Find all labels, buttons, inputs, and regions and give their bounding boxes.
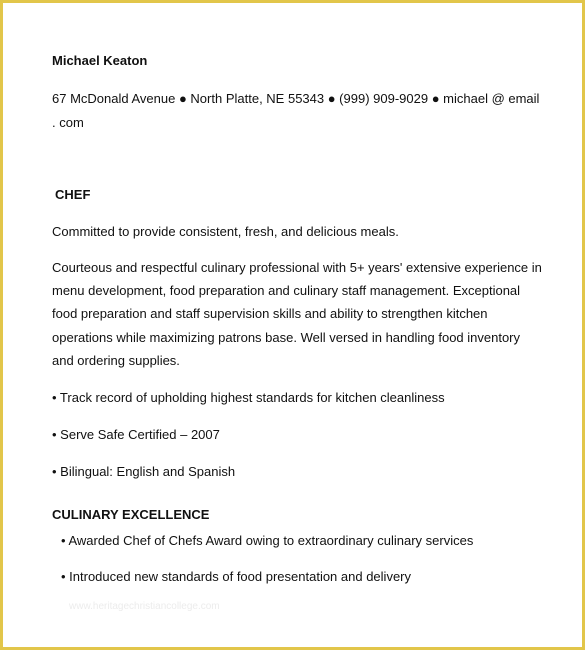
excellence-heading: CULINARY EXCELLENCE bbox=[52, 507, 210, 522]
title-heading: CHEF bbox=[55, 187, 91, 202]
excellence-item: • Awarded Chef of Chefs Award owing to extraordinary culinary services bbox=[61, 533, 474, 548]
candidate-name: Michael Keaton bbox=[52, 53, 148, 68]
excellence-item: • Introduced new standards of food presentation and delivery bbox=[61, 569, 411, 584]
tagline: Committed to provide consistent, fresh, and delicious meals. bbox=[52, 224, 399, 239]
watermark: www.heritagechristiancollege.com bbox=[69, 601, 220, 612]
summary-paragraph: Courteous and respectful culinary professional with 5+ years' extensive experience in menu development, food preparation and culinary staff management. Exceptional food preparation and staff supervision skills and ability to strengthen kitchen operations while maximizing patrons base. Well versed in handling food inventory and ordering supplies. bbox=[52, 260, 542, 368]
highlight-item: • Track record of upholding highest standards for kitchen cleanliness bbox=[52, 390, 445, 405]
contact-line: 67 McDonald Avenue ● North Platte, NE 55343 ● (999) 909-9029 ● michael @ email . com bbox=[52, 91, 540, 130]
highlight-item: • Serve Safe Certified – 2007 bbox=[52, 427, 220, 442]
highlight-item: • Bilingual: English and Spanish bbox=[52, 464, 236, 479]
